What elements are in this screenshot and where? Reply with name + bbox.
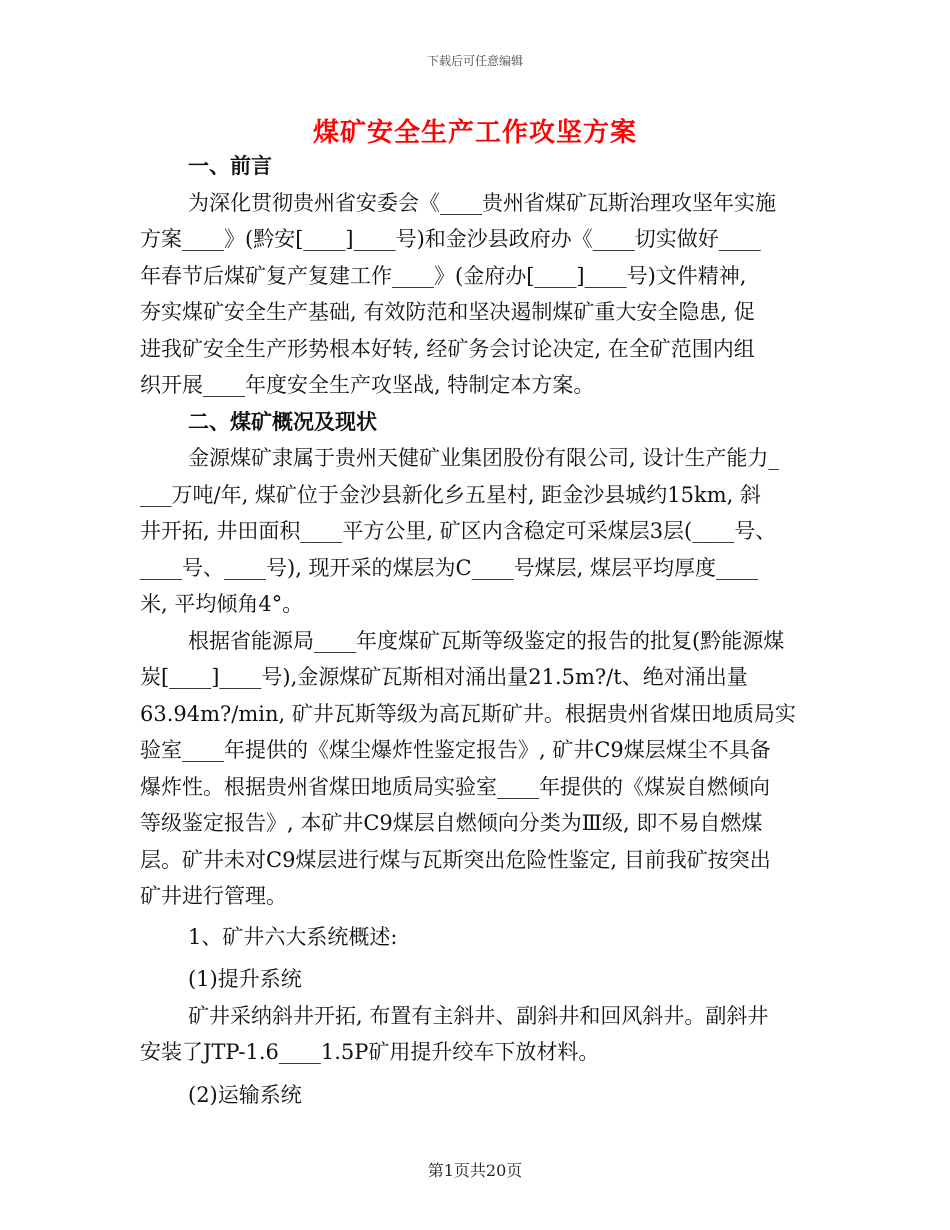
- paragraph-line: 进我矿安全生产形势根本好转, 经矿务会讨论决定, 在全矿范围内组: [140, 336, 755, 361]
- paragraph-line: ____号、____号), 现开采的煤层为C____号煤层, 煤层平均厚度____: [140, 555, 758, 580]
- paragraph-line: 方案____》(黔安[____]____号)和金沙县政府办《____切实做好____: [140, 227, 761, 251]
- paragraph-line: 炭[____]____号),金源煤矿瓦斯相对涌出量21.5m?/t、绝对涌出量: [140, 665, 748, 689]
- document-title: 煤矿安全生产工作攻坚方案: [312, 118, 637, 148]
- paragraph-line: 63.94m?/min, 矿井瓦斯等级为高瓦斯矿井。根据贵州省煤田地质局实: [140, 701, 796, 726]
- section-heading-preface: 一、前言: [188, 154, 272, 178]
- paragraph-line: 金源煤矿隶属于贵州天健矿业集团股份有限公司, 设计生产能力_: [188, 446, 779, 470]
- paragraph-line: 根据省能源局____年度煤矿瓦斯等级鉴定的报告的批复(黔能源煤: [188, 628, 785, 653]
- paragraph-line: 爆炸性。根据贵州省煤田地质局实验室____年提供的《煤炭自燃倾向: [140, 774, 770, 799]
- preface-paragraph: [140, 185, 810, 404]
- paragraph-line: 年春节后煤矿复产复建工作____》(金府办[____]____号)文件精神,: [140, 263, 747, 288]
- paragraph-line: 井开拓, 井田面积____平方公里, 矿区内含稳定可采煤层3层(____号、: [140, 519, 777, 543]
- paragraph-line: 验室____年提供的《煤尘爆炸性鉴定报告》, 矿井C9煤层煤尘不具备: [140, 738, 771, 762]
- page-footer-number: 第1页共20页: [427, 1161, 523, 1180]
- overview-paragraph-1: [140, 440, 810, 623]
- overview-paragraph-2: [140, 623, 810, 915]
- paragraph-line: 夯实煤矿安全生产基础, 有效防范和坚决遏制煤矿重大安全隐患, 促: [140, 300, 755, 324]
- transport-system-heading: (2)运输系统: [188, 1082, 302, 1107]
- paragraph-line: 矿井进行管理。: [140, 884, 287, 908]
- paragraph-line: 为深化贯彻贵州省安委会《____贵州省煤矿瓦斯治理攻坚年实施: [188, 190, 776, 215]
- paragraph-line: 安装了JTP-1.6____1.5P矿用提升绞车下放材料。: [140, 1040, 600, 1064]
- paragraph-line: 层。矿井未对C9煤层进行煤与瓦斯突出危险性鉴定, 目前我矿按突出: [140, 847, 771, 872]
- paragraph-line: 等级鉴定报告》, 本矿井C9煤层自燃倾向分类为Ⅲ级, 即不易自燃煤: [140, 811, 763, 835]
- hoist-system-heading: (1)提升系统: [188, 967, 302, 991]
- document-body: [140, 148, 810, 1113]
- six-systems-heading: 1、矿井六大系统概述:: [188, 924, 398, 949]
- section-heading-overview: 二、煤矿概况及现状: [188, 409, 377, 434]
- paragraph-line: 米, 平均倾角4°。: [140, 592, 304, 616]
- hoist-paragraph: [140, 998, 810, 1071]
- paragraph-line: ___万吨/年, 煤矿位于金沙县新化乡五星村, 距金沙县城约15km, 斜: [140, 482, 761, 507]
- paragraph-line: 矿井采纳斜井开拓, 布置有主斜井、副斜井和回风斜井。副斜井: [188, 1003, 769, 1028]
- page-header-note: 下载后可任意编辑: [426, 54, 523, 68]
- paragraph-line: 织开展____年度安全生产攻坚战, 特制定本方案。: [140, 373, 595, 397]
